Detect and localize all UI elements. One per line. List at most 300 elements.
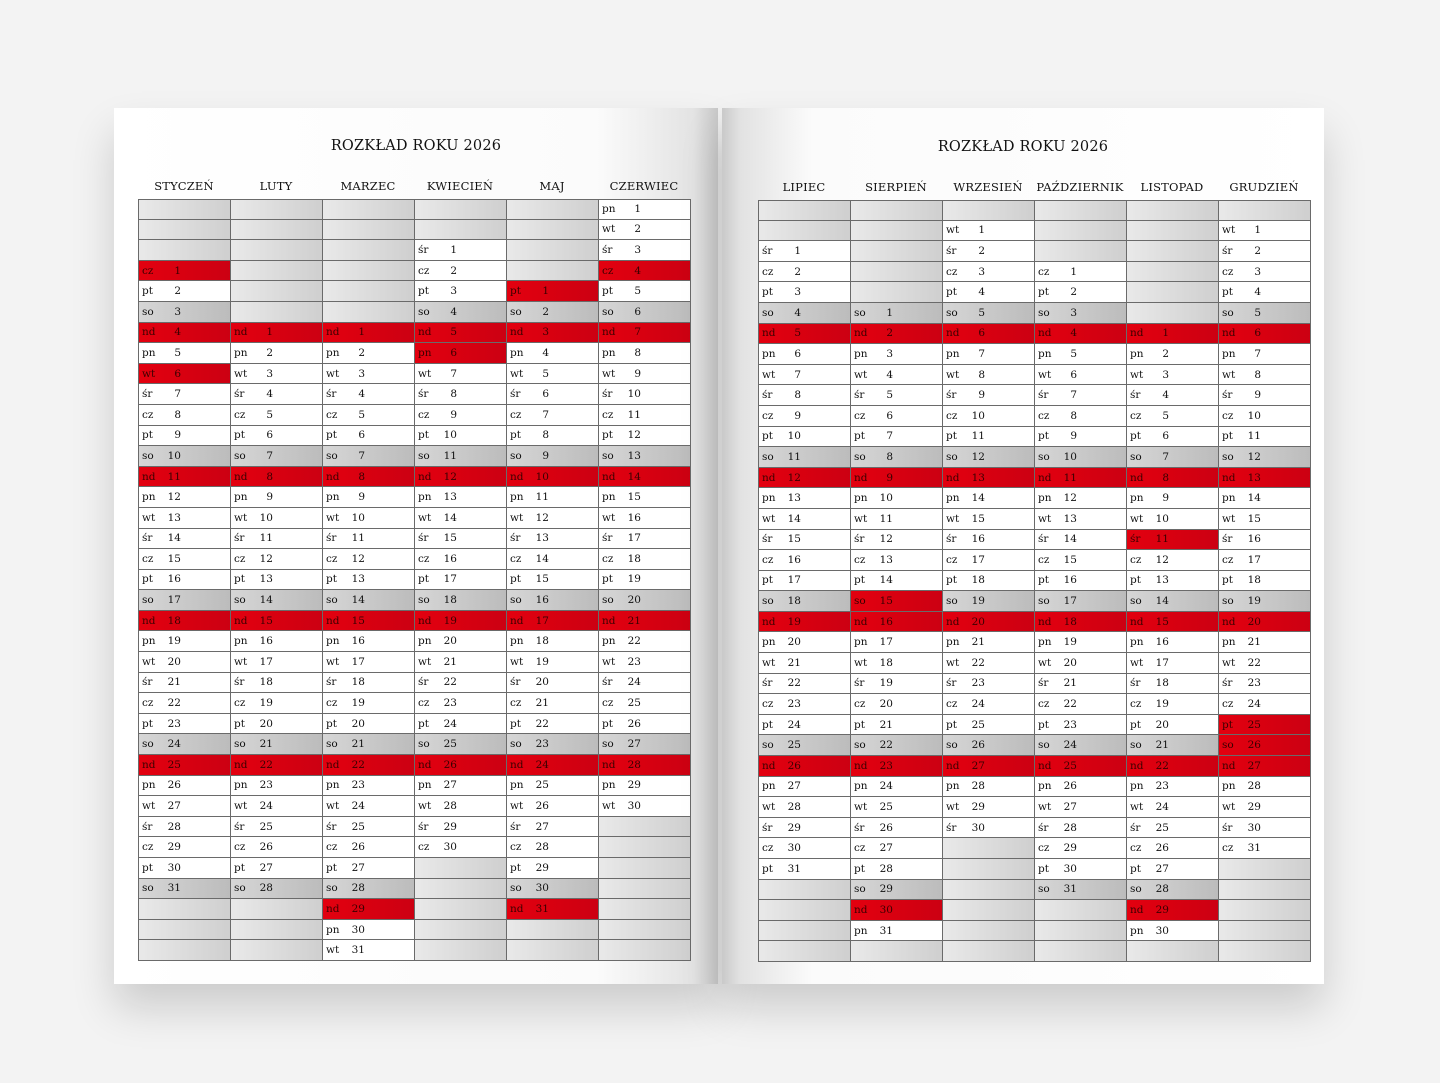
day-number: 10 <box>259 511 273 524</box>
day-cell <box>323 364 414 385</box>
day-cell <box>759 859 850 880</box>
day-cell <box>507 529 598 550</box>
day-number: 6 <box>450 346 457 359</box>
weekday-abbr: pn <box>418 779 432 792</box>
day-number: 10 <box>535 470 549 483</box>
day-number: 1 <box>1254 224 1261 237</box>
day-cell <box>507 693 598 714</box>
weekday-abbr: nd <box>234 326 248 339</box>
day-number: 5 <box>174 346 181 359</box>
weekday-abbr: pn <box>602 779 616 792</box>
weekday-abbr: nd <box>142 758 156 771</box>
holiday-cell <box>323 467 414 488</box>
day-number: 5 <box>358 408 365 421</box>
weekday-abbr: nd <box>510 470 524 483</box>
day-number: 28 <box>1247 780 1261 793</box>
day-cell <box>759 427 850 448</box>
day-number: 8 <box>1254 368 1261 381</box>
weekday-abbr: pn <box>854 924 868 937</box>
saturday-cell <box>943 735 1034 756</box>
empty-cell <box>323 240 414 261</box>
holiday-cell <box>1035 468 1126 489</box>
day-cell <box>139 652 230 673</box>
day-cell <box>943 509 1034 530</box>
weekday-abbr: nd <box>1038 327 1052 340</box>
day-number: 29 <box>787 821 801 834</box>
day-number: 9 <box>634 367 641 380</box>
day-cell <box>1127 509 1218 530</box>
day-number: 4 <box>450 305 457 318</box>
empty-cell <box>139 220 230 241</box>
day-cell <box>507 405 598 426</box>
saturday-cell <box>323 879 414 900</box>
calendar-grid <box>138 199 691 961</box>
day-number: 24 <box>1063 739 1077 752</box>
day-number: 22 <box>1155 759 1169 772</box>
day-number: 4 <box>978 286 985 299</box>
empty-cell <box>1127 241 1218 262</box>
weekday-abbr: wt <box>1222 368 1236 381</box>
day-number: 20 <box>787 636 801 649</box>
day-number: 1 <box>174 264 181 277</box>
day-number: 2 <box>1254 244 1261 257</box>
day-number: 11 <box>443 449 457 462</box>
weekday-abbr: pt <box>1038 718 1049 731</box>
day-number: 5 <box>266 408 273 421</box>
day-number: 15 <box>787 533 801 546</box>
weekday-abbr: śr <box>234 676 245 689</box>
weekday-abbr: so <box>946 595 958 608</box>
day-cell <box>759 406 850 427</box>
weekday-abbr: wt <box>1222 512 1236 525</box>
weekday-abbr: pt <box>946 574 957 587</box>
weekday-abbr: nd <box>854 759 868 772</box>
day-number: 19 <box>535 655 549 668</box>
weekday-abbr: śr <box>1038 821 1049 834</box>
saturday-cell <box>323 590 414 611</box>
day-cell <box>323 631 414 652</box>
day-cell <box>139 343 230 364</box>
weekday-abbr: cz <box>510 552 522 565</box>
empty-cell <box>759 941 850 962</box>
weekday-abbr: wt <box>946 801 960 814</box>
day-number: 18 <box>351 676 365 689</box>
weekday-abbr: nd <box>1130 903 1144 916</box>
day-number: 9 <box>358 491 365 504</box>
day-number: 19 <box>167 635 181 648</box>
day-number: 11 <box>259 532 273 545</box>
day-number: 30 <box>443 841 457 854</box>
holiday-cell <box>759 468 850 489</box>
empty-cell <box>1035 200 1126 221</box>
day-number: 11 <box>879 512 893 525</box>
weekday-abbr: wt <box>1130 512 1144 525</box>
weekday-abbr: śr <box>854 821 865 834</box>
holiday-cell <box>851 324 942 345</box>
day-cell <box>323 508 414 529</box>
day-cell <box>323 920 414 941</box>
weekday-abbr: pn <box>1222 780 1236 793</box>
weekday-abbr: pn <box>602 491 616 504</box>
weekday-abbr: pt <box>946 430 957 443</box>
day-number: 23 <box>627 655 641 668</box>
day-cell <box>323 776 414 797</box>
empty-cell <box>323 220 414 241</box>
day-cell <box>507 714 598 735</box>
day-number: 24 <box>443 717 457 730</box>
saturday-cell <box>507 302 598 323</box>
weekday-abbr: so <box>854 883 866 896</box>
day-number: 23 <box>787 698 801 711</box>
day-cell <box>139 631 230 652</box>
day-number: 21 <box>351 738 365 751</box>
day-cell <box>507 384 598 405</box>
weekday-abbr: wt <box>946 224 960 237</box>
weekday-abbr: so <box>602 594 614 607</box>
weekday-abbr: wt <box>854 512 868 525</box>
weekday-abbr: pt <box>142 429 153 442</box>
day-number: 19 <box>443 614 457 627</box>
saturday-cell <box>1127 447 1218 468</box>
empty-cell <box>231 920 322 941</box>
day-cell <box>1219 406 1310 427</box>
day-cell <box>415 673 506 694</box>
weekday-abbr: cz <box>602 697 614 710</box>
weekday-abbr: so <box>854 595 866 608</box>
weekday-abbr: pt <box>1038 862 1049 875</box>
day-number: 12 <box>259 552 273 565</box>
weekday-abbr: pt <box>418 717 429 730</box>
day-cell <box>139 487 230 508</box>
right-page <box>722 108 1324 984</box>
weekday-abbr: so <box>510 738 522 751</box>
day-number: 22 <box>971 656 985 669</box>
day-number: 20 <box>167 655 181 668</box>
day-number: 10 <box>971 409 985 422</box>
weekday-abbr: so <box>762 739 774 752</box>
day-cell <box>759 282 850 303</box>
saturday-cell <box>507 734 598 755</box>
day-number: 9 <box>542 449 549 462</box>
weekday-abbr: śr <box>418 243 429 256</box>
day-cell <box>1035 571 1126 592</box>
day-cell <box>1219 571 1310 592</box>
weekday-abbr: cz <box>326 552 338 565</box>
day-cell <box>599 652 690 673</box>
day-number: 9 <box>886 471 893 484</box>
month-column <box>599 199 691 961</box>
weekday-abbr: śr <box>1038 533 1049 546</box>
holiday-cell <box>943 756 1034 777</box>
day-number: 5 <box>450 326 457 339</box>
day-cell <box>415 817 506 838</box>
day-number: 9 <box>794 409 801 422</box>
day-cell <box>1035 427 1126 448</box>
weekday-abbr: nd <box>1130 327 1144 340</box>
empty-cell <box>943 838 1034 859</box>
day-number: 20 <box>627 594 641 607</box>
day-number: 26 <box>443 758 457 771</box>
day-number: 1 <box>634 203 641 216</box>
weekday-abbr: so <box>234 594 246 607</box>
day-number: 3 <box>542 326 549 339</box>
day-cell <box>1035 488 1126 509</box>
weekday-abbr: cz <box>602 552 614 565</box>
day-cell <box>415 384 506 405</box>
weekday-abbr: wt <box>418 367 432 380</box>
month-column <box>759 200 851 962</box>
day-cell <box>599 693 690 714</box>
weekday-abbr: cz <box>602 264 614 277</box>
day-number: 24 <box>971 698 985 711</box>
day-cell <box>139 714 230 735</box>
day-number: 28 <box>443 800 457 813</box>
day-number: 17 <box>1155 656 1169 669</box>
day-cell <box>759 344 850 365</box>
day-number: 4 <box>266 388 273 401</box>
empty-cell <box>759 200 850 221</box>
day-number: 26 <box>971 739 985 752</box>
day-number: 3 <box>886 347 893 360</box>
day-cell <box>1127 838 1218 859</box>
day-cell <box>507 364 598 385</box>
day-number: 8 <box>1162 471 1169 484</box>
weekday-abbr: pt <box>418 285 429 298</box>
holiday-cell <box>1219 612 1310 633</box>
day-number: 7 <box>1162 450 1169 463</box>
holiday-cell <box>1219 468 1310 489</box>
day-cell <box>415 240 506 261</box>
day-number: 30 <box>1155 924 1169 937</box>
day-cell <box>851 838 942 859</box>
day-number: 29 <box>535 861 549 874</box>
day-number: 3 <box>1162 368 1169 381</box>
day-number: 15 <box>535 573 549 586</box>
month-header: LUTY <box>259 179 293 193</box>
holiday-cell <box>1219 715 1310 736</box>
day-cell <box>415 364 506 385</box>
empty-cell <box>415 940 506 961</box>
day-number: 3 <box>634 243 641 256</box>
weekday-abbr: śr <box>418 388 429 401</box>
weekday-abbr: so <box>234 882 246 895</box>
day-cell <box>851 427 942 448</box>
day-number: 16 <box>351 635 365 648</box>
weekday-abbr: wt <box>1222 656 1236 669</box>
weekday-abbr: wt <box>326 944 340 957</box>
weekday-abbr: so <box>1130 450 1142 463</box>
weekday-abbr: pn <box>234 491 248 504</box>
empty-cell <box>599 858 690 879</box>
weekday-abbr: wt <box>762 512 776 525</box>
day-cell <box>1219 632 1310 653</box>
weekday-abbr: cz <box>854 553 866 566</box>
weekday-abbr: nd <box>510 758 524 771</box>
month-column <box>851 200 943 962</box>
day-cell <box>231 776 322 797</box>
empty-cell <box>231 940 322 961</box>
day-number: 30 <box>535 882 549 895</box>
day-number: 20 <box>1063 656 1077 669</box>
day-number: 12 <box>535 511 549 524</box>
day-number: 22 <box>1247 656 1261 669</box>
saturday-cell <box>759 303 850 324</box>
holiday-cell <box>1127 530 1218 551</box>
weekday-abbr: nd <box>1038 615 1052 628</box>
empty-cell <box>1035 941 1126 962</box>
day-number: 7 <box>634 326 641 339</box>
saturday-cell <box>1219 303 1310 324</box>
holiday-cell <box>599 467 690 488</box>
day-cell <box>851 921 942 942</box>
weekday-abbr: cz <box>510 697 522 710</box>
weekday-abbr: śr <box>762 821 773 834</box>
day-number: 11 <box>1155 533 1169 546</box>
weekday-abbr: nd <box>418 470 432 483</box>
empty-cell <box>943 941 1034 962</box>
weekday-abbr: pt <box>326 429 337 442</box>
day-number: 1 <box>542 285 549 298</box>
weekday-abbr: cz <box>946 553 958 566</box>
weekday-abbr: wt <box>418 800 432 813</box>
saturday-cell <box>943 447 1034 468</box>
day-cell <box>599 281 690 302</box>
day-cell <box>507 652 598 673</box>
weekday-abbr: so <box>326 449 338 462</box>
empty-cell <box>1035 921 1126 942</box>
day-number: 6 <box>794 347 801 360</box>
weekday-abbr: śr <box>326 532 337 545</box>
day-number: 22 <box>167 697 181 710</box>
saturday-cell <box>323 734 414 755</box>
day-number: 7 <box>978 347 985 360</box>
day-number: 13 <box>787 492 801 505</box>
weekday-abbr: pn <box>854 636 868 649</box>
day-number: 13 <box>535 532 549 545</box>
day-number: 6 <box>542 388 549 401</box>
day-number: 29 <box>879 883 893 896</box>
weekday-abbr: cz <box>234 552 246 565</box>
day-cell <box>323 693 414 714</box>
weekday-abbr: pn <box>510 346 524 359</box>
day-number: 21 <box>535 697 549 710</box>
weekday-abbr: wt <box>1038 512 1052 525</box>
weekday-abbr: śr <box>762 533 773 546</box>
day-number: 21 <box>167 676 181 689</box>
weekday-abbr: pt <box>142 573 153 586</box>
month-column <box>507 199 599 961</box>
empty-cell <box>415 920 506 941</box>
day-number: 20 <box>535 676 549 689</box>
day-cell <box>759 509 850 530</box>
weekday-abbr: śr <box>326 820 337 833</box>
saturday-cell <box>851 880 942 901</box>
day-number: 7 <box>886 430 893 443</box>
weekday-abbr: pn <box>326 779 340 792</box>
weekday-abbr: nd <box>602 326 616 339</box>
day-number: 16 <box>1247 533 1261 546</box>
weekday-abbr: so <box>762 595 774 608</box>
day-cell <box>851 777 942 798</box>
weekday-abbr: śr <box>602 532 613 545</box>
day-cell <box>851 653 942 674</box>
day-number: 1 <box>886 306 893 319</box>
day-cell <box>1127 921 1218 942</box>
empty-cell <box>1219 921 1310 942</box>
empty-cell <box>943 900 1034 921</box>
day-number: 6 <box>266 429 273 442</box>
day-cell <box>599 384 690 405</box>
day-cell <box>943 241 1034 262</box>
weekday-abbr: pn <box>602 203 616 216</box>
empty-cell <box>1035 221 1126 242</box>
saturday-cell <box>851 303 942 324</box>
weekday-abbr: nd <box>510 902 524 915</box>
day-number: 15 <box>443 532 457 545</box>
weekday-abbr: nd <box>1222 615 1236 628</box>
holiday-cell <box>323 755 414 776</box>
day-number: 17 <box>1063 595 1077 608</box>
weekday-abbr: śr <box>1130 389 1141 402</box>
weekday-abbr: pt <box>510 573 521 586</box>
day-number: 23 <box>535 738 549 751</box>
empty-cell <box>1127 941 1218 962</box>
weekday-abbr: cz <box>854 409 866 422</box>
weekday-abbr: śr <box>946 677 957 690</box>
holiday-cell <box>507 467 598 488</box>
day-cell <box>851 797 942 818</box>
day-cell <box>599 673 690 694</box>
weekday-abbr: so <box>418 594 430 607</box>
weekday-abbr: cz <box>946 409 958 422</box>
month-column <box>323 199 415 961</box>
weekday-abbr: nd <box>1038 759 1052 772</box>
day-cell <box>943 406 1034 427</box>
weekday-abbr: nd <box>762 327 776 340</box>
month-headers <box>138 179 690 193</box>
empty-cell <box>323 302 414 323</box>
empty-cell <box>231 261 322 282</box>
weekday-abbr: nd <box>418 326 432 339</box>
day-cell <box>231 487 322 508</box>
day-number: 11 <box>1063 471 1077 484</box>
weekday-abbr: pt <box>1222 718 1233 731</box>
day-number: 19 <box>1247 595 1261 608</box>
weekday-abbr: pt <box>418 429 429 442</box>
day-cell <box>139 529 230 550</box>
empty-cell <box>599 940 690 961</box>
day-cell <box>323 858 414 879</box>
day-number: 12 <box>787 471 801 484</box>
saturday-cell <box>507 879 598 900</box>
day-cell <box>507 508 598 529</box>
day-number: 22 <box>351 758 365 771</box>
day-number: 20 <box>1155 718 1169 731</box>
saturday-cell <box>851 447 942 468</box>
weekday-abbr: cz <box>234 841 246 854</box>
weekday-abbr: nd <box>234 758 248 771</box>
day-number: 2 <box>978 244 985 257</box>
empty-cell <box>759 921 850 942</box>
weekday-abbr: śr <box>326 388 337 401</box>
empty-cell <box>759 221 850 242</box>
weekday-abbr: so <box>326 738 338 751</box>
day-number: 1 <box>450 243 457 256</box>
day-number: 1 <box>1162 327 1169 340</box>
weekday-abbr: so <box>1222 595 1234 608</box>
day-cell <box>1219 818 1310 839</box>
holiday-cell <box>1127 612 1218 633</box>
